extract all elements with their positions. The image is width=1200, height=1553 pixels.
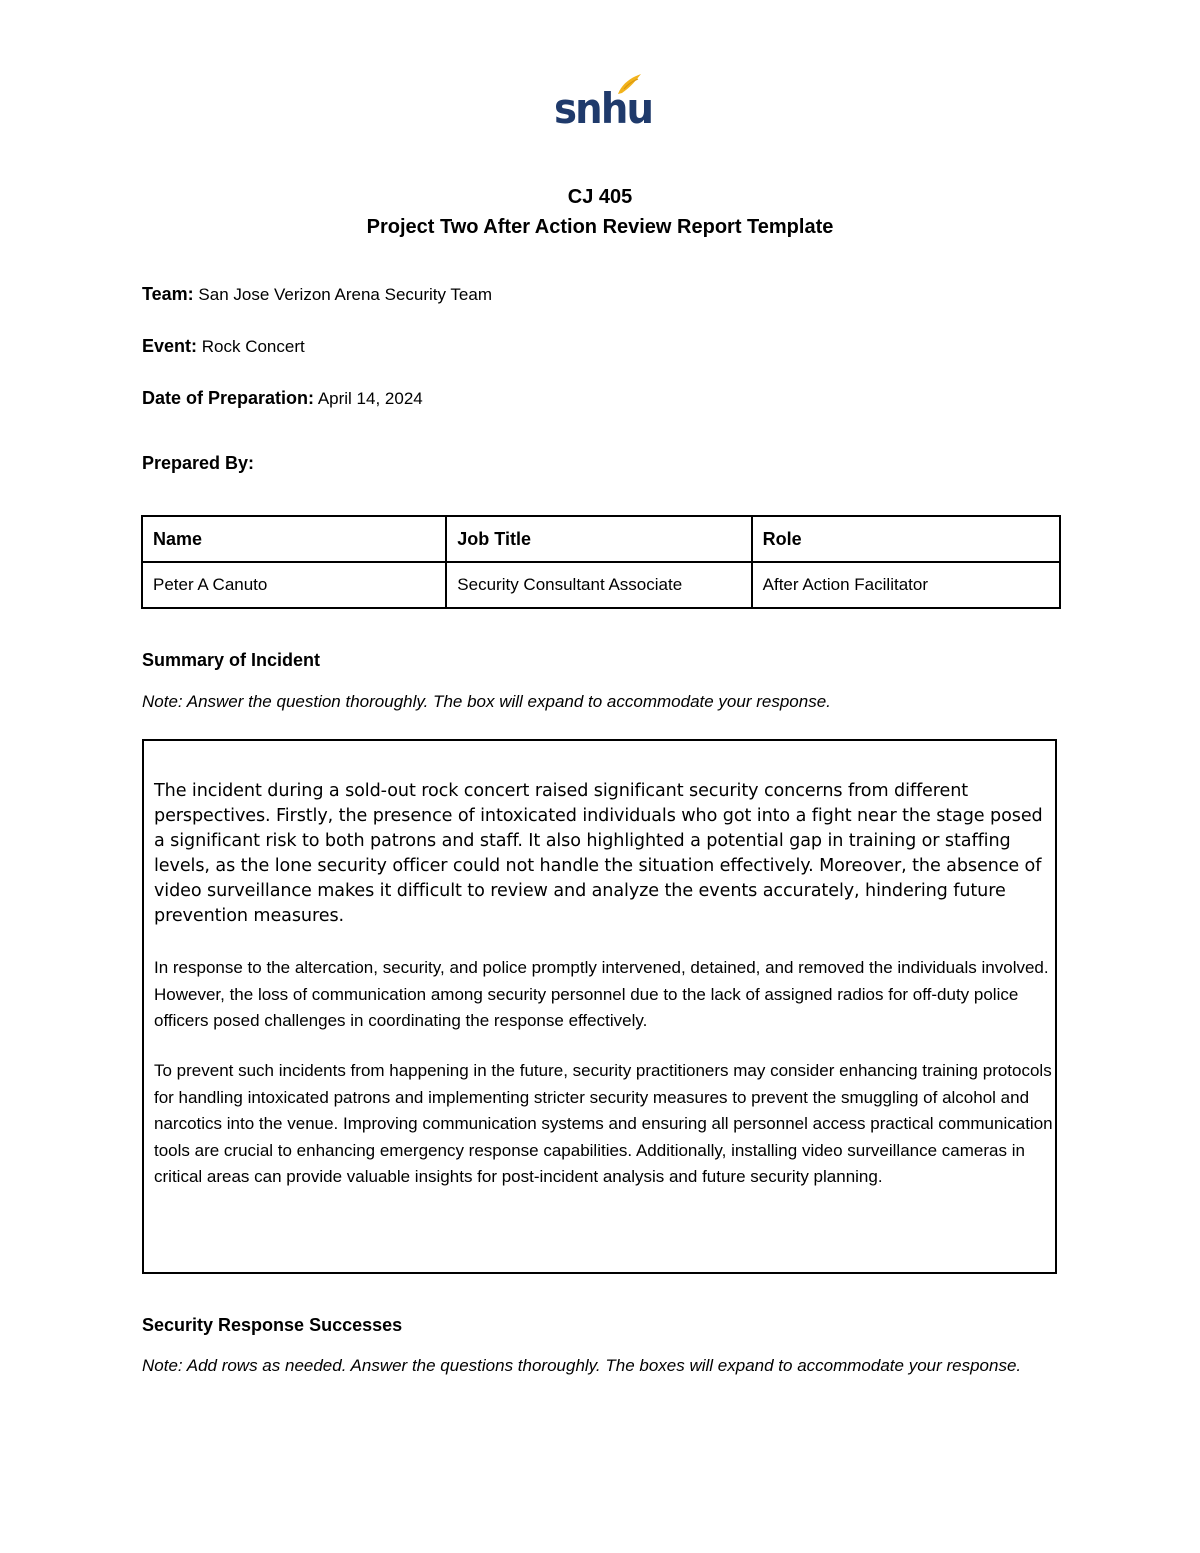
header-job-title: Job Title bbox=[446, 516, 751, 562]
event-field bbox=[142, 336, 305, 357]
document-title: Project Two After Action Review Report Template bbox=[366, 216, 834, 238]
table-header-row bbox=[142, 516, 1060, 562]
successes-heading: Security Response Successes bbox=[142, 1315, 403, 1335]
cell-name: Peter A Canuto bbox=[142, 562, 446, 608]
summary-paragraph-2: In response to the altercation, security, and police promptly intervened, detained, and removed the individuals involved. However, the loss of communication among security personnel due to the lack of assigned radios for off-duty police officers posed challenges in coordinating the response effectively. bbox=[154, 958, 1049, 1030]
summary-answer-box[interactable] bbox=[142, 739, 1057, 1274]
team-label: Team: bbox=[142, 284, 194, 304]
logo-text: snhu bbox=[554, 84, 653, 133]
snhu-logo bbox=[550, 72, 653, 138]
successes-note: Note: Add rows as needed. Answer the questions thoroughly. The boxes will expand to accommodate your response. bbox=[142, 1356, 1022, 1375]
cell-role: After Action Facilitator bbox=[752, 562, 1060, 608]
summary-note: Note: Answer the question thoroughly. The box will expand to accommodate your response. bbox=[142, 692, 831, 711]
summary-paragraph-1: The incident during a sold-out rock concert raised significant security concerns from different perspectives. Firstly, the presence of intoxicated individuals who got into a fight near the stage posed a significant risk to both patrons and staff. It also highlighted a potential gap in training or staffing levels, as the lone security officer could not handle the situation effectively. Moreover, the absence of video surveillance makes it difficult to review and analyze the events accurately, hindering future prevention measures. bbox=[154, 781, 1043, 926]
header-role: Role bbox=[752, 516, 1060, 562]
date-field bbox=[142, 388, 423, 409]
table-row bbox=[142, 562, 1060, 608]
prepared-by-label: Prepared By: bbox=[142, 453, 255, 473]
event-label: Event: bbox=[142, 336, 198, 356]
cell-job-title: Security Consultant Associate bbox=[446, 562, 751, 608]
prepared-by-table bbox=[141, 515, 1061, 609]
date-label: Date of Preparation: bbox=[142, 388, 315, 408]
summary-heading: Summary of Incident bbox=[142, 650, 321, 670]
summary-paragraph-3: To prevent such incidents from happening in the future, security practitioners may consider enhancing training protocols for handling intoxicated patrons and implementing stricter security measures to prevent the smuggling of alcohol and narcotics into the venue. Improving communication systems and ensuring all personnel access practical communication tools are crucial to enhancing emergency response capabilities. Additionally, installing video surveillance cameras in critical areas can provide valuable insights for post-incident analysis and future security planning. bbox=[154, 1061, 1053, 1186]
team-value: San Jose Verizon Arena Security Team bbox=[198, 285, 492, 304]
header-name: Name bbox=[142, 516, 446, 562]
event-value: Rock Concert bbox=[201, 337, 305, 356]
course-title: CJ 405 bbox=[567, 186, 633, 208]
date-value: April 14, 2024 bbox=[317, 389, 423, 408]
team-field bbox=[142, 284, 492, 305]
